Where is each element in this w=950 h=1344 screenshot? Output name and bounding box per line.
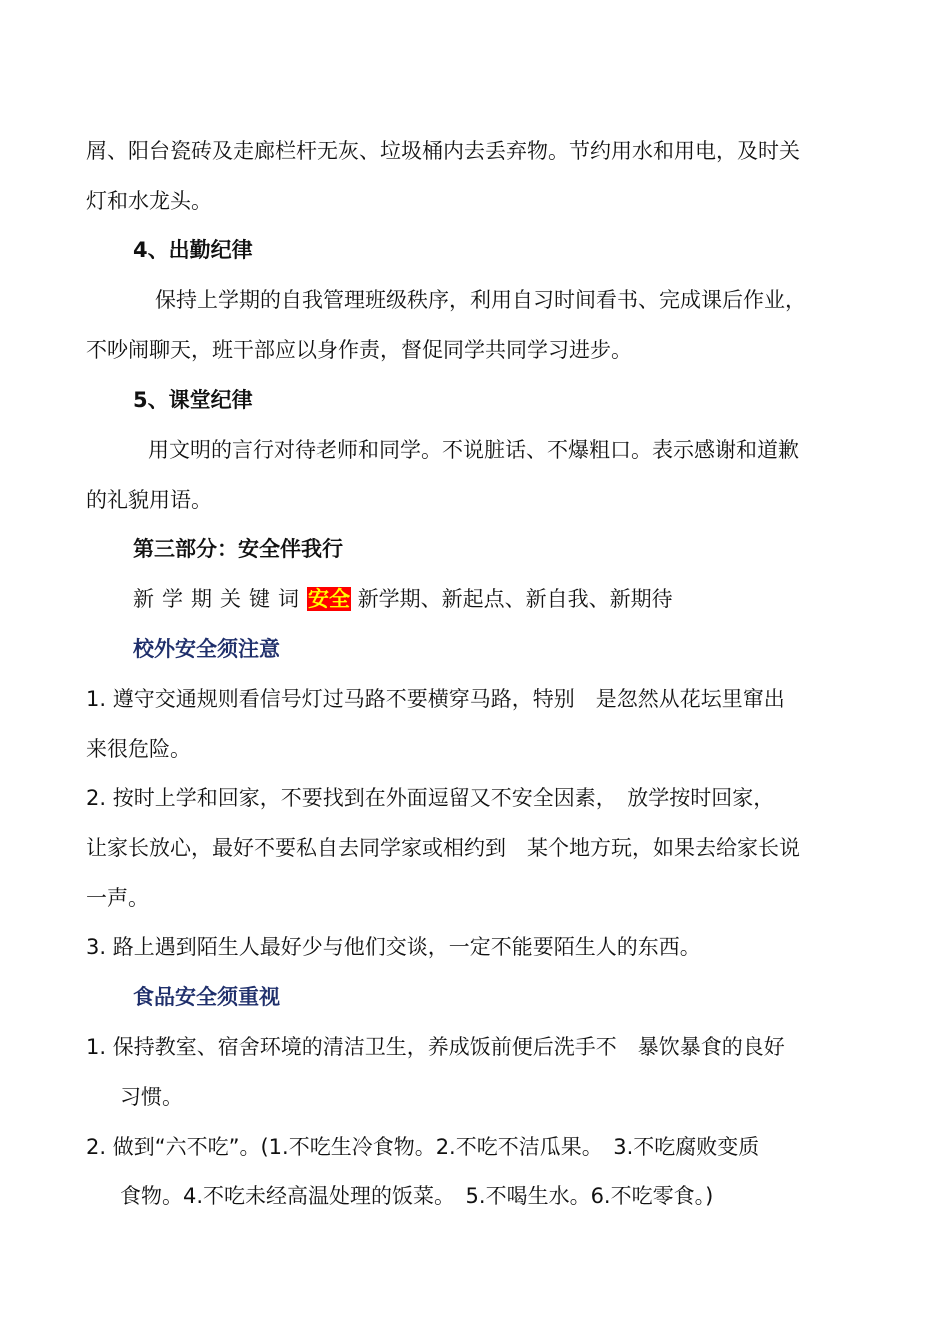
list-item: 来很危险。 — [86, 737, 191, 761]
keyword-highlight: 安全 — [308, 587, 350, 611]
section-heading-classroom: 5、课堂纪律 — [133, 388, 253, 412]
keyword-suffix: 新学期、新起点、新自我、新期待 — [351, 587, 673, 611]
part-three-heading: 第三部分：安全伴我行 — [133, 537, 343, 561]
paragraph-line: 保持上学期的自我管理班级秩序，利用自习时间看书、完成课后作业， — [155, 288, 806, 312]
list-item: 习惯。 — [120, 1085, 183, 1109]
list-item: 一声。 — [86, 886, 149, 910]
list-item: 食物。4.不吃未经高温处理的饭菜。 5.不喝生水。6.不吃零食。) — [120, 1184, 714, 1208]
paragraph-line: 屑、阳台瓷砖及走廊栏杆无灰、垃圾桶内去丢弃物。节约用水和用电，及时关 — [86, 139, 800, 163]
paragraph-line: 灯和水龙头。 — [86, 189, 212, 213]
list-item: 3. 路上遇到陌生人最好少与他们交谈，一定不能要陌生人的东西。 — [86, 935, 701, 959]
list-item: 1. 遵守交通规则看信号灯过马路不要横穿马路，特别 是忽然从花坛里窜出 — [86, 687, 785, 711]
paragraph-line: 用文明的言行对待老师和同学。不说脏话、不爆粗口。表示感谢和道歉 — [148, 438, 799, 462]
keyword-line — [133, 584, 673, 614]
list-item: 2. 按时上学和回家，不要找到在外面逗留又不安全因素， 放学按时回家， — [86, 786, 775, 810]
list-item: 2. 做到“六不吃”。(1.不吃生冷食物。2.不吃不洁瓜果。 3.不吃腐败变质 — [86, 1135, 760, 1159]
outside-safety-heading: 校外安全须注意 — [133, 637, 280, 661]
paragraph-line: 的礼貌用语。 — [86, 488, 212, 512]
keyword-prefix: 新学期关键词 — [133, 587, 307, 611]
list-item: 让家长放心，最好不要私自去同学家或相约到 某个地方玩，如果去给家长说 — [86, 836, 800, 860]
paragraph-line: 不吵闹聊天，班干部应以身作责，督促同学共同学习进步。 — [86, 338, 632, 362]
list-item: 1. 保持教室、宿舍环境的清洁卫生，养成饭前便后洗手不 暴饮暴食的良好 — [86, 1035, 785, 1059]
section-heading-attendance: 4、出勤纪律 — [133, 238, 253, 262]
food-safety-heading: 食品安全须重视 — [133, 985, 280, 1009]
